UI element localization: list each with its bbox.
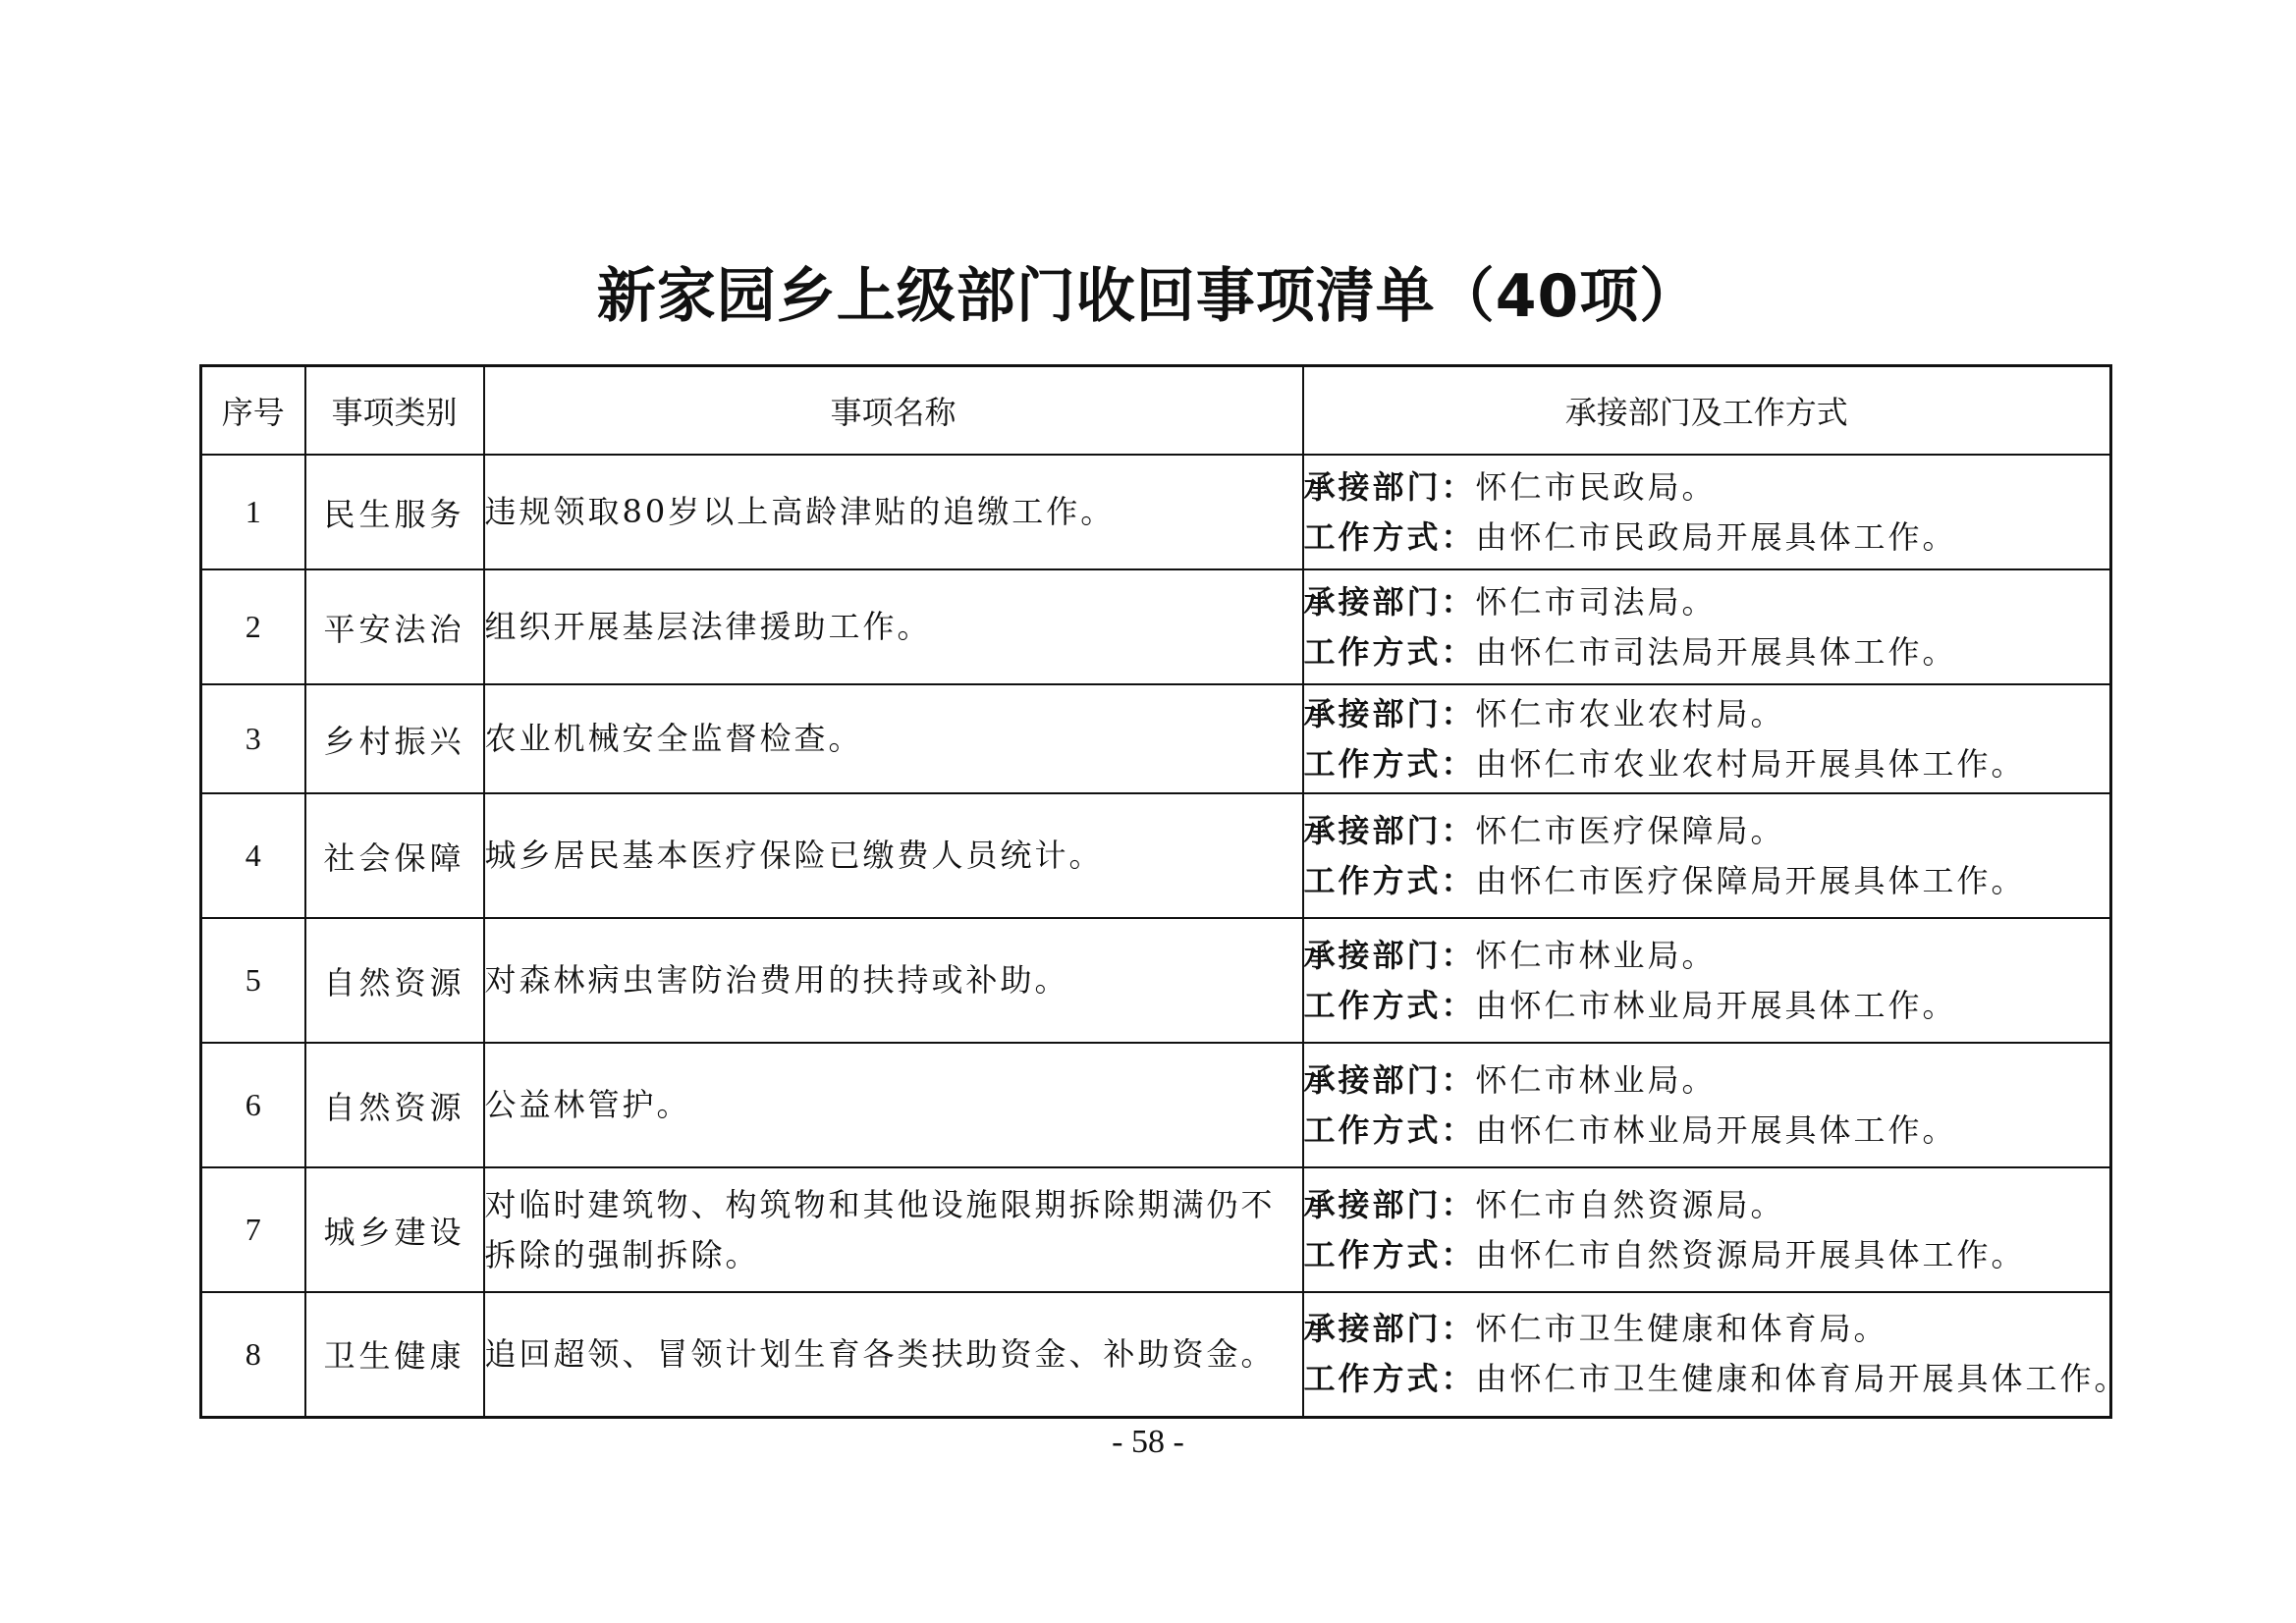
method-label: 工作方式：	[1303, 1360, 1476, 1398]
table-row	[201, 1292, 2111, 1417]
table-header-row	[201, 366, 2111, 456]
row-dept-cell	[1303, 1167, 2111, 1292]
method-label: 工作方式：	[1303, 744, 1476, 783]
dept-line	[1304, 1304, 2110, 1354]
row-number: 6	[201, 1043, 305, 1167]
row-item-name: 对临时建筑物、构筑物和其他设施限期拆除期满仍不拆除的强制拆除。	[484, 1167, 1303, 1292]
dept-line	[1304, 931, 2110, 981]
header-category: 事项类别	[305, 366, 484, 456]
row-category: 自然资源	[305, 1043, 484, 1167]
row-dept-cell	[1303, 1292, 2129, 1417]
row-category: 卫生健康	[305, 1292, 484, 1417]
dept-label: 承接部门：	[1303, 811, 1476, 849]
row-category: 乡村振兴	[305, 684, 484, 793]
row-number: 2	[201, 569, 305, 684]
row-category: 社会保障	[305, 793, 484, 918]
dept-line	[1304, 1055, 2110, 1106]
row-category: 自然资源	[305, 918, 484, 1043]
table-row	[201, 793, 2111, 918]
dept-value: 怀仁市民政局。	[1475, 467, 1717, 506]
method-line	[1304, 627, 2110, 677]
row-item-name: 追回超领、冒领计划生育各类扶助资金、补助资金。	[484, 1292, 1303, 1417]
table-row	[201, 1043, 2111, 1167]
dept-value: 怀仁市自然资源局。	[1475, 1185, 1785, 1223]
method-label: 工作方式：	[1303, 1235, 1476, 1273]
dept-value: 怀仁市卫生健康和体育局。	[1475, 1310, 1888, 1348]
page-number: - 58 -	[1112, 1424, 1184, 1460]
method-value: 由怀仁市卫生健康和体育局开展具体工作。	[1475, 1360, 2129, 1398]
method-line	[1304, 1230, 2110, 1280]
method-line	[1304, 856, 2110, 906]
dept-label: 承接部门：	[1303, 694, 1476, 732]
row-item-name: 对森林病虫害防治费用的扶持或补助。	[484, 918, 1303, 1043]
items-table	[199, 364, 2129, 1419]
dept-label: 承接部门：	[1303, 582, 1476, 621]
dept-line	[1304, 1180, 2110, 1230]
row-number: 7	[201, 1167, 305, 1292]
row-item-name: 城乡居民基本医疗保险已缴费人员统计。	[484, 793, 1303, 918]
method-label: 工作方式：	[1303, 632, 1476, 671]
dept-label: 承接部门：	[1303, 467, 1476, 506]
dept-label: 承接部门：	[1303, 1060, 1476, 1099]
row-number: 5	[201, 918, 305, 1043]
table-row	[201, 918, 2111, 1043]
row-dept-cell	[1303, 569, 2111, 684]
row-dept-cell	[1303, 1043, 2111, 1167]
row-dept-cell	[1303, 793, 2111, 918]
dept-label: 承接部门：	[1303, 1310, 1476, 1348]
method-label: 工作方式：	[1303, 861, 1476, 899]
row-dept-cell	[1303, 684, 2111, 793]
dept-value: 怀仁市林业局。	[1475, 1060, 1717, 1099]
row-number: 1	[201, 455, 305, 569]
method-line	[1304, 739, 2110, 789]
method-value: 由怀仁市司法局开展具体工作。	[1475, 632, 1957, 671]
row-number: 8	[201, 1292, 305, 1417]
row-item-name: 违规领取80岁以上高龄津贴的追缴工作。	[484, 455, 1303, 569]
table-row	[201, 455, 2111, 569]
method-value: 由怀仁市医疗保障局开展具体工作。	[1475, 861, 2026, 899]
dept-line	[1304, 577, 2110, 627]
dept-line	[1304, 462, 2110, 513]
dept-value: 怀仁市医疗保障局。	[1475, 811, 1785, 849]
row-dept-cell	[1303, 918, 2111, 1043]
method-value: 由怀仁市林业局开展具体工作。	[1475, 1110, 1957, 1149]
dept-value: 怀仁市农业农村局。	[1475, 694, 1785, 732]
method-value: 由怀仁市民政局开展具体工作。	[1475, 517, 1957, 556]
page-title: 新家园乡上级部门收回事项清单（40项）	[596, 262, 1700, 331]
header-no: 序号	[201, 366, 305, 456]
table-row	[201, 569, 2111, 684]
row-category: 城乡建设	[305, 1167, 484, 1292]
method-label: 工作方式：	[1303, 986, 1476, 1024]
row-category: 民生服务	[305, 455, 484, 569]
row-item-name: 组织开展基层法律援助工作。	[484, 569, 1303, 684]
dept-value: 怀仁市林业局。	[1475, 936, 1717, 974]
table-row	[201, 1167, 2111, 1292]
dept-line	[1304, 689, 2110, 739]
method-label: 工作方式：	[1303, 517, 1476, 556]
table-body	[201, 455, 2129, 1417]
dept-label: 承接部门：	[1303, 1185, 1476, 1223]
header-name: 事项名称	[484, 366, 1303, 456]
method-line	[1304, 1106, 2110, 1156]
row-category: 平安法治	[305, 569, 484, 684]
header-dept: 承接部门及工作方式	[1303, 366, 2111, 456]
method-line	[1304, 981, 2110, 1031]
method-value: 由怀仁市林业局开展具体工作。	[1475, 986, 1957, 1024]
row-number: 4	[201, 793, 305, 918]
method-label: 工作方式：	[1303, 1110, 1476, 1149]
method-value: 由怀仁市自然资源局开展具体工作。	[1475, 1235, 2026, 1273]
method-value: 由怀仁市农业农村局开展具体工作。	[1475, 744, 2026, 783]
dept-value: 怀仁市司法局。	[1475, 582, 1717, 621]
row-dept-cell	[1303, 455, 2111, 569]
method-line	[1303, 1354, 2129, 1404]
dept-label: 承接部门：	[1303, 936, 1476, 974]
row-item-name: 农业机械安全监督检查。	[484, 684, 1303, 793]
row-number: 3	[201, 684, 305, 793]
row-item-name: 公益林管护。	[484, 1043, 1303, 1167]
table-row	[201, 684, 2111, 793]
method-line	[1304, 513, 2110, 563]
dept-line	[1304, 806, 2110, 856]
